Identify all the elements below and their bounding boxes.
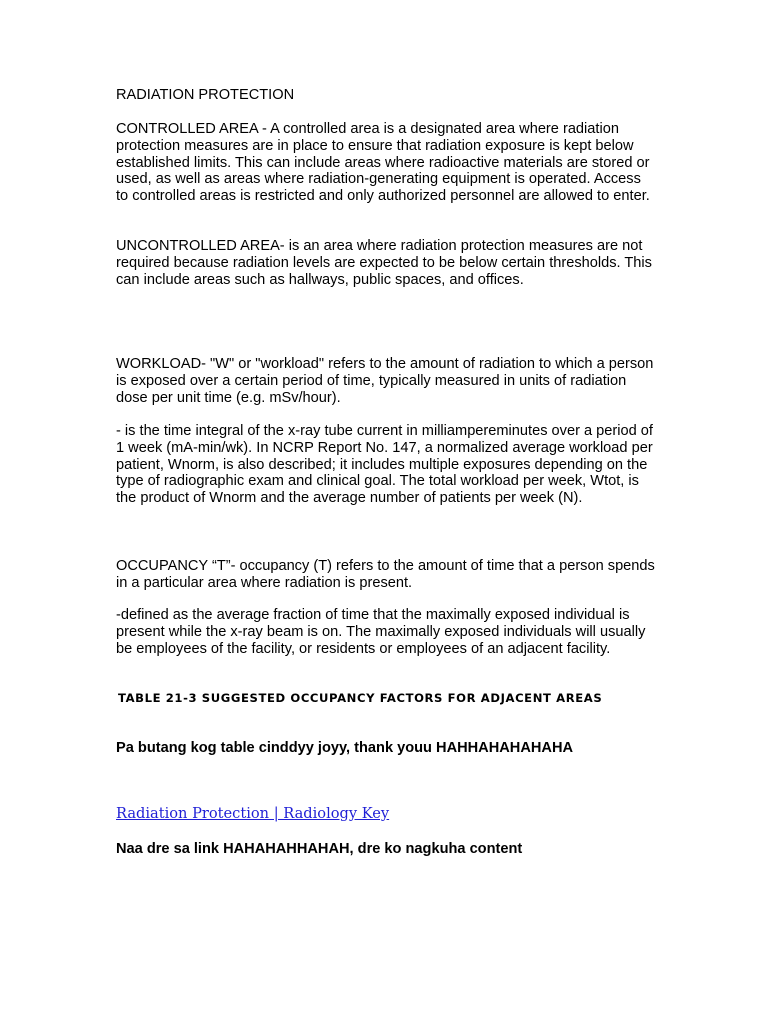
paragraph-workload-definition: - is the time integral of the x-ray tube current in milliampereminutes over a period of 1 week (mA-min/wk). In NCRP Report No. 147, a normalized average workload per patient, Wnorm, is also described; it includes multiple exposures depending on the type of radiographic exam and clinical goal. The total workload per week, Wtot, is the product of Wnorm and the average number of patients per week (N). xyxy=(116,423,653,507)
paragraph-workload: WORKLOAD- "W" or "workload" refers to the amount of radiation to which a person is exposed over a certain period of time, typically measured in units of radiation dose per unit time (e.g. mSv/hour). xyxy=(116,356,654,406)
table-caption: TABLE 21-3 SUGGESTED OCCUPANCY FACTORS FOR ADJACENT AREAS xyxy=(118,691,603,705)
paragraph-uncontrolled-area: UNCONTROLLED AREA- is an area where radiation protection measures are not required because radiation levels are expected to be below certain thresholds. This can include areas such as hallways, public spaces, and offices. xyxy=(116,238,652,288)
note-source-link: Naa dre sa link HAHAHAHHAHAH, dre ko nagkuha content xyxy=(116,841,523,857)
note-missing-table: Pa butang kog table cinddyy joyy, thank youu HAHHAHAHAHAHA xyxy=(116,740,574,756)
paragraph-controlled-area: CONTROLLED AREA - A controlled area is a designated area where radiation protection measures are in place to ensure that radiation exposure is kept below established limits. This can include areas where radioactive materials are stored or used, as well as areas where radiation-generating equipment is operated. Access to controlled areas is restricted and only authorized personnel are allowed to enter. xyxy=(116,121,650,205)
paragraph-occupancy: OCCUPANCY “T”- occupancy (T) refers to the amount of time that a person spends in a particular area where radiation is present. xyxy=(116,558,655,591)
document-title: RADIATION PROTECTION xyxy=(116,87,295,103)
source-link[interactable]: Radiation Protection | Radiology Key xyxy=(116,805,390,822)
paragraph-occupancy-definition: -defined as the average fraction of time that the maximally exposed individual is present while the x-ray beam is on. The maximally exposed individuals will usually be employees of the facility, or residents or employees of an adjacent facility. xyxy=(116,607,646,657)
